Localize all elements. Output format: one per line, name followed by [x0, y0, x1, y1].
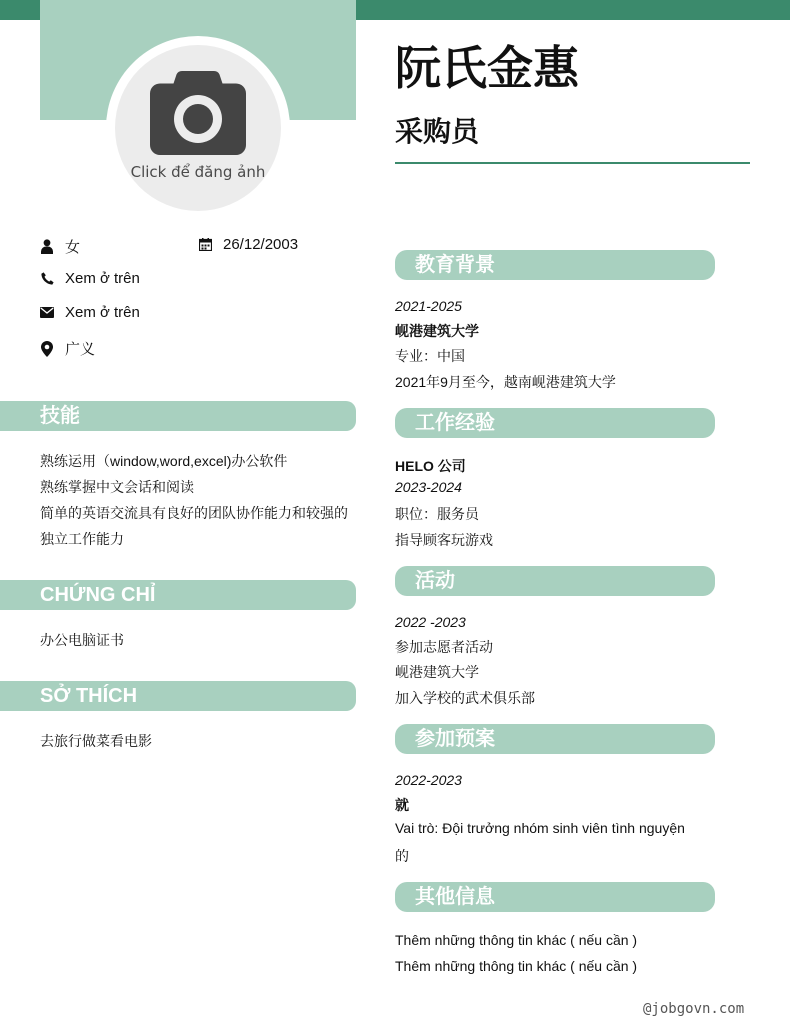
work-heading: 工作经验 — [395, 408, 715, 438]
project-role-cont: 的 — [395, 848, 409, 864]
skill-line: 简单的英语交流具有良好的团队协作能力和较强的 — [40, 505, 348, 521]
contact-phone — [40, 270, 140, 287]
mail-icon — [40, 305, 54, 321]
skill-line: 熟练运用（window,word,excel)办公软件 — [40, 453, 288, 469]
certificates-heading: CHỨNG CHỈ — [0, 580, 356, 610]
phone-value: Xem ở trên — [65, 270, 140, 287]
camera-icon — [148, 69, 248, 157]
job-title: 采购员 — [395, 116, 480, 147]
contact-gender — [40, 236, 80, 257]
activities-heading: 活动 — [395, 566, 715, 596]
location-icon — [40, 341, 54, 357]
education-school: 岘港建筑大学 — [395, 323, 479, 339]
hobbies-heading: SỞ THÍCH — [0, 681, 356, 711]
project-role: Vai trò: Đội trưởng nhóm sinh viên tình nguyện — [395, 820, 685, 836]
watermark: @jobgovn.com — [643, 1001, 745, 1017]
gender-value: 女 — [65, 239, 81, 256]
avatar-upload[interactable] — [115, 45, 281, 211]
name-divider — [395, 162, 750, 164]
calendar-icon — [198, 237, 212, 253]
phone-icon — [40, 271, 54, 287]
project-period: 2022-2023 — [395, 772, 462, 788]
work-company: HELO 公司 — [395, 458, 466, 474]
email-value: Xem ở trên — [65, 304, 140, 321]
photo-caption: Click để đăng ảnh — [130, 163, 266, 181]
skill-line: 独立工作能力 — [40, 531, 124, 547]
activity-line: 岘港建筑大学 — [395, 664, 479, 680]
education-period: 2021-2025 — [395, 298, 462, 314]
skill-line: 熟练掌握中文会话和阅读 — [40, 479, 194, 495]
contact-email — [40, 304, 140, 321]
activity-line: 参加志愿者活动 — [395, 639, 493, 655]
full-name: 阮氏金惠 — [395, 42, 579, 94]
certificate-line: 办公电脑证书 — [40, 632, 124, 648]
contact-address — [40, 338, 95, 359]
address-value: 广义 — [65, 341, 96, 358]
activities-period: 2022 -2023 — [395, 614, 466, 630]
education-detail: 2021年9月至今，越南岘港建筑大学 — [395, 374, 616, 390]
hobby-line: 去旅行做菜看电影 — [40, 733, 152, 749]
birthday-value: 26/12/2003 — [223, 236, 299, 253]
work-position: 职位：服务员 — [395, 506, 479, 522]
work-detail: 指导顾客玩游戏 — [395, 532, 493, 548]
project-name: 就 — [395, 797, 409, 813]
education-heading: 教育背景 — [395, 250, 715, 280]
skills-heading: 技能 — [0, 401, 356, 431]
work-period: 2023-2024 — [395, 479, 462, 495]
contact-birthday — [198, 236, 298, 253]
projects-heading: 参加预案 — [395, 724, 715, 754]
education-major: 专业：中国 — [395, 348, 465, 364]
activity-line: 加入学校的武术俱乐部 — [395, 690, 535, 706]
other-heading: 其他信息 — [395, 882, 715, 912]
other-line: Thêm những thông tin khác ( nếu cần ) — [395, 932, 638, 948]
person-icon — [40, 239, 54, 255]
other-line: Thêm những thông tin khác ( nếu cần ) — [395, 958, 638, 974]
